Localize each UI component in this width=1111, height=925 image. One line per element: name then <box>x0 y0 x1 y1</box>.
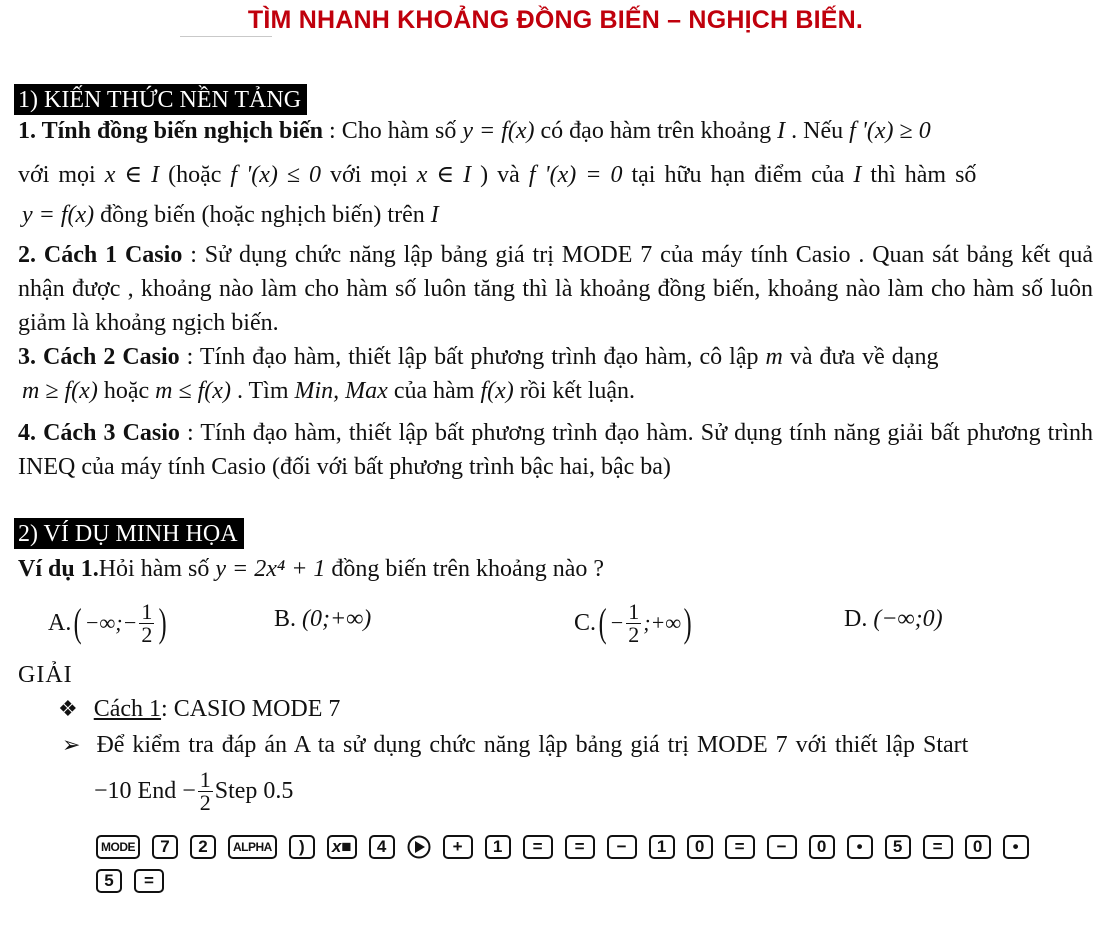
item4-paragraph <box>18 416 1093 484</box>
step-line1 <box>62 728 968 762</box>
key-mode: MODE <box>96 835 140 859</box>
item3-line2-c: của hàm <box>387 378 481 404</box>
choice-a-den: 2 <box>141 621 153 647</box>
item1-line3-text: đồng biến (hoặc nghịch biến) trên <box>94 202 431 228</box>
item3-line2-d: rồi kết luận. <box>513 378 636 404</box>
item3-text-b: và đưa về dạng <box>782 344 939 370</box>
item1-line2-c: với mọi <box>321 162 417 188</box>
method-label: Cách 1 <box>93 696 162 722</box>
example-line <box>18 552 604 586</box>
item1-label: 1. Tính đồng biến nghịch biến <box>18 118 324 144</box>
replay-right-icon <box>407 835 431 859</box>
choice-c-fraction <box>626 598 641 647</box>
key-minus: − <box>767 835 797 859</box>
item2-paragraph <box>18 238 1093 340</box>
key-dot: • <box>1003 835 1029 859</box>
key-equals: = <box>725 835 755 859</box>
item1-line2 <box>18 158 976 192</box>
item1-line2-m3: x ∈ I <box>416 162 472 188</box>
key-equals: = <box>923 835 953 859</box>
step-fraction <box>198 766 213 815</box>
item1-line2-a: với mọi <box>18 162 105 188</box>
step-line2-b: Step 0.5 <box>214 778 294 804</box>
choice-a-num: 1 <box>141 598 153 624</box>
example-math: y = 2x⁴ + 1 <box>215 556 326 582</box>
choice-b <box>274 606 371 633</box>
example-label: Ví dụ 1. <box>18 556 99 582</box>
step-text: Để kiểm tra đáp án A ta sử dụng chức năng lập bảng giá trị MODE 7 với thiết lập Start <box>96 732 969 758</box>
choice-a-lparen: ( <box>74 600 83 645</box>
step-num: 1 <box>199 766 211 792</box>
key-equals: = <box>523 835 553 859</box>
key-power: x■ <box>327 835 357 859</box>
example-text-a: Hỏi hàm số <box>98 556 216 582</box>
item1-text-c: . Nếu <box>785 118 850 144</box>
item1-line3-m2: I <box>430 202 439 228</box>
item2-text: : Sử dụng chức năng lập bảng giá trị MODE 7 của máy tính Casio . Quan sát bảng kết quả nhận được , khoảng nào làm cho hàm số luôn tăng thì là khoảng đồng biến, khoảng nào làm cho hàm số luôn giảm là khoảng ngịch biến. <box>18 242 1094 336</box>
key-equals: = <box>565 835 595 859</box>
step-line2 <box>94 762 293 820</box>
key-1: 1 <box>649 835 675 859</box>
choice-a-fraction <box>139 598 154 647</box>
key-equals: = <box>134 869 164 893</box>
item3-text-a: : Tính đạo hàm, thiết lập bất phương trình đạo hàm, cô lập <box>179 344 766 370</box>
item1-line1 <box>18 114 931 148</box>
choice-c-den: 2 <box>628 621 640 647</box>
key-5: 5 <box>96 869 122 893</box>
choice-a-label: A. <box>48 609 72 636</box>
item1-line3 <box>22 198 439 232</box>
step-line2-a: −10 End − <box>94 778 196 804</box>
step-den: 2 <box>199 789 211 815</box>
item1-line2-e: tại hữu hạn điểm của <box>622 162 854 188</box>
key-7: 7 <box>152 835 178 859</box>
key-sequence-row-2 <box>96 869 164 893</box>
item4-label: 4. Cách 3 Casio <box>18 420 180 446</box>
item1-text-a: : Cho hàm số <box>323 118 463 144</box>
item3-line2-a: hoặc <box>97 378 156 404</box>
item3-line2-b: . Tìm <box>230 378 295 404</box>
choice-a-left: −∞;− <box>84 610 138 635</box>
item3-line2-m4: f(x) <box>480 378 514 404</box>
key-alpha: ALPHA <box>228 835 277 859</box>
key-plus: + <box>443 835 473 859</box>
key-minus: − <box>607 835 637 859</box>
item1-line3-m: y = f(x) <box>22 202 95 228</box>
key-2: 2 <box>190 835 216 859</box>
choice-c-num: 1 <box>628 598 640 624</box>
page-title: TÌM NHANH KHOẢNG ĐỒNG BIẾN – NGHỊCH BIẾN. <box>247 6 864 34</box>
choice-c-lparen: ( <box>598 600 607 645</box>
arrow-bullet-icon: ➢ <box>62 732 81 757</box>
method-text: : CASIO MODE 7 <box>161 696 341 722</box>
section1-heading: 1) KIẾN THỨC NỀN TẢNG <box>14 84 307 115</box>
item1-line2-f: thì hàm số <box>861 162 977 188</box>
item3-math-m: m <box>765 344 783 370</box>
key-1: 1 <box>485 835 511 859</box>
item1-line2-m4: f '(x) = 0 <box>528 162 623 188</box>
key-0: 0 <box>687 835 713 859</box>
item3-line2-m2: m ≤ f(x) <box>155 378 231 404</box>
item2-label: 2. Cách 1 Casio <box>18 242 183 268</box>
item1-text-b: có đạo hàm trên khoảng <box>534 118 778 144</box>
choice-d <box>844 606 943 633</box>
choice-c <box>574 588 694 658</box>
item1-line2-d: ) và <box>471 162 529 188</box>
item3-line2-m3: Min, Max <box>294 378 388 404</box>
choice-c-left: − <box>609 610 625 635</box>
section2-heading: 2) VÍ DỤ MINH HỌA <box>14 518 244 549</box>
item1-line2-m1: x ∈ I <box>104 162 160 188</box>
choice-d-label: D. <box>844 606 868 632</box>
method-line <box>58 692 340 726</box>
choice-d-value: (−∞;0) <box>873 606 943 632</box>
choice-c-rparen: ) <box>683 600 692 645</box>
choice-a <box>48 588 170 658</box>
diamond-bullet-icon: ❖ <box>58 696 78 721</box>
key-0: 0 <box>809 835 835 859</box>
item1-line2-m5: I <box>853 162 862 188</box>
item3-label: 3. Cách 2 Casio <box>18 344 180 370</box>
key-dot: • <box>847 835 873 859</box>
choice-b-label: B. <box>274 606 297 632</box>
choice-c-right: ;+∞ <box>643 610 682 635</box>
item3-line1 <box>18 340 938 374</box>
item3-line2 <box>22 374 635 408</box>
choice-c-label: C. <box>574 609 597 636</box>
example-text-b: đồng biến trên khoảng nào ? <box>325 556 605 582</box>
choice-a-rparen: ) <box>159 600 168 645</box>
key-0: 0 <box>965 835 991 859</box>
choice-b-value: (0;+∞) <box>302 606 372 632</box>
solution-heading: GIẢI <box>18 662 73 688</box>
item1-math-a: y = f(x) <box>462 118 535 144</box>
item3-line2-m1: m ≥ f(x) <box>22 378 98 404</box>
key-close-paren: ) <box>289 835 315 859</box>
item4-text: : Tính đạo hàm, thiết lập bất phương trình đạo hàm. Sử dụng tính năng giải bất phương trình INEQ của máy tính Casio (đối với bất phương trình bậc hai, bậc ba) <box>18 420 1093 480</box>
item1-math-b: I <box>777 118 786 144</box>
key-sequence-row-1 <box>96 835 1029 859</box>
key-4: 4 <box>369 835 395 859</box>
item1-math-c: f '(x) ≥ 0 <box>849 118 931 144</box>
item1-line2-b: (hoặc <box>159 162 231 188</box>
item1-line2-m2: f '(x) ≤ 0 <box>230 162 322 188</box>
title-divider <box>180 36 272 37</box>
key-5: 5 <box>885 835 911 859</box>
